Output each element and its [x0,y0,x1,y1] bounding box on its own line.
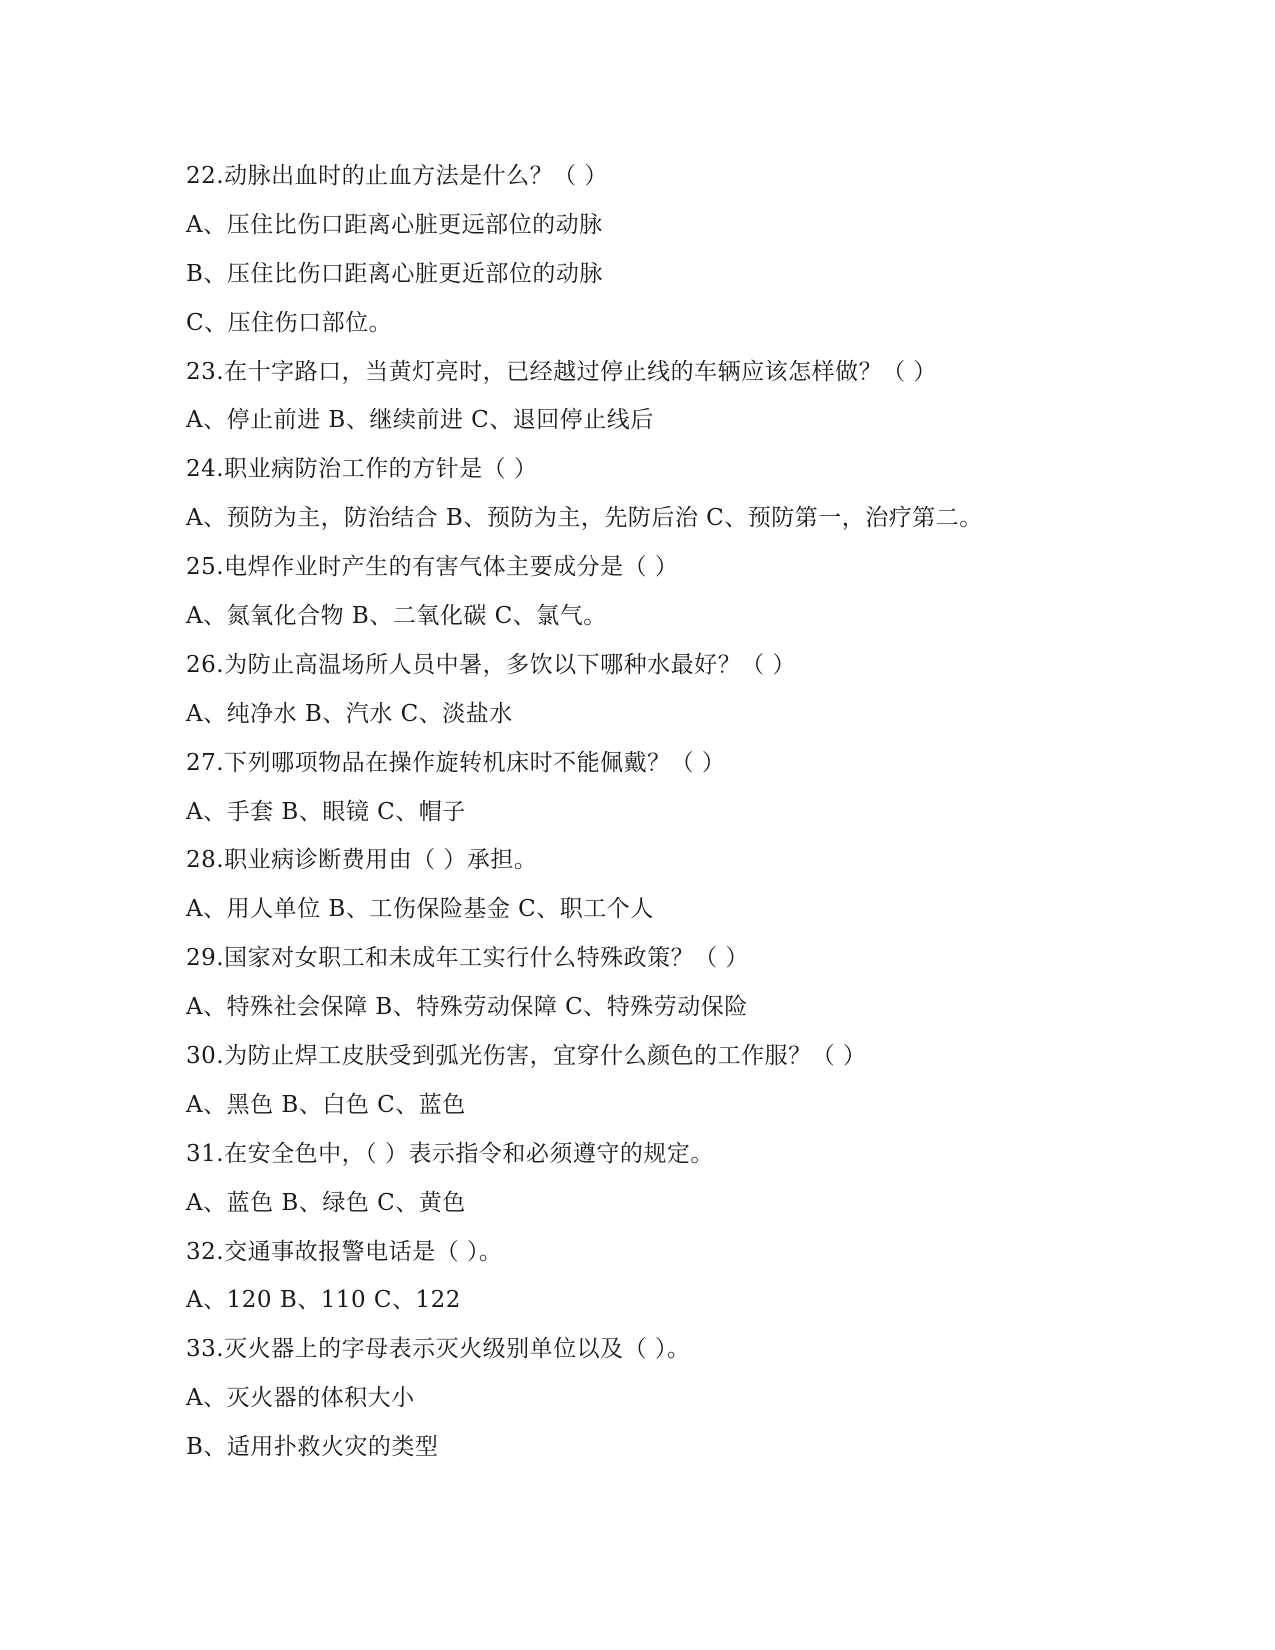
option-line: A、用人单位 B、工伤保险基金 C、职工个人 [186,896,654,923]
question-23: 23.在十字路口，当黄灯亮时，已经越过停止线的车辆应该怎样做？（ ） [186,358,937,385]
question-24: 24.职业病防治工作的方针是（ ） [186,456,538,483]
question-30: 30.为防止焊工皮肤受到弧光伤害，宜穿什么颜色的工作服？（ ） [186,1043,867,1070]
option-line: A、手套 B、眼镜 C、帽子 [186,798,466,825]
option-line: A、特殊社会保障 B、特殊劳动保障 C、特殊劳动保险 [186,994,748,1021]
option-line: A、灭火器的体积大小 [186,1385,415,1412]
option-line: A、预防为主，防治结合 B、预防为主，先防后治 C、预防第一，治疗第二。 [186,505,983,532]
option-line: C、压住伤口部位。 [186,309,393,336]
question-33: 33.灭火器上的字母表示灭火级别单位以及（ ）。 [186,1336,691,1363]
option-line: A、压住比伤口距离心脏更远部位的动脉 [186,211,603,238]
question-28: 28.职业病诊断费用由（ ）承担。 [186,847,538,874]
question-list [186,152,1086,1472]
option-line: A、120 B、110 C、122 [186,1287,461,1314]
option-line: B、适用扑救火灾的类型 [186,1434,439,1461]
question-26: 26.为防止高温场所人员中暑，多饮以下哪种水最好？（ ） [186,651,796,678]
option-line: A、停止前进 B、继续前进 C、退回停止线后 [186,407,654,434]
option-line: B、压住比伤口距离心脏更近部位的动脉 [186,260,603,287]
question-29: 29.国家对女职工和未成年工实行什么特殊政策？（ ） [186,945,749,972]
option-line: A、蓝色 B、绿色 C、黄色 [186,1189,466,1216]
question-31: 31.在安全色中，（ ）表示指令和必须遵守的规定。 [186,1140,714,1167]
question-25: 25.电焊作业时产生的有害气体主要成分是（ ） [186,554,679,581]
option-line: A、黑色 B、白色 C、蓝色 [186,1091,466,1118]
question-32: 32.交通事故报警电话是（ ）。 [186,1238,503,1265]
option-line: A、氮氧化合物 B、二氧化碳 C、氯气。 [186,603,607,630]
question-27: 27.下列哪项物品在操作旋转机床时不能佩戴？（ ） [186,749,726,776]
question-22: 22.动脉出血时的止血方法是什么？（ ） [186,163,608,189]
option-line: A、纯净水 B、汽水 C、淡盐水 [186,700,513,727]
